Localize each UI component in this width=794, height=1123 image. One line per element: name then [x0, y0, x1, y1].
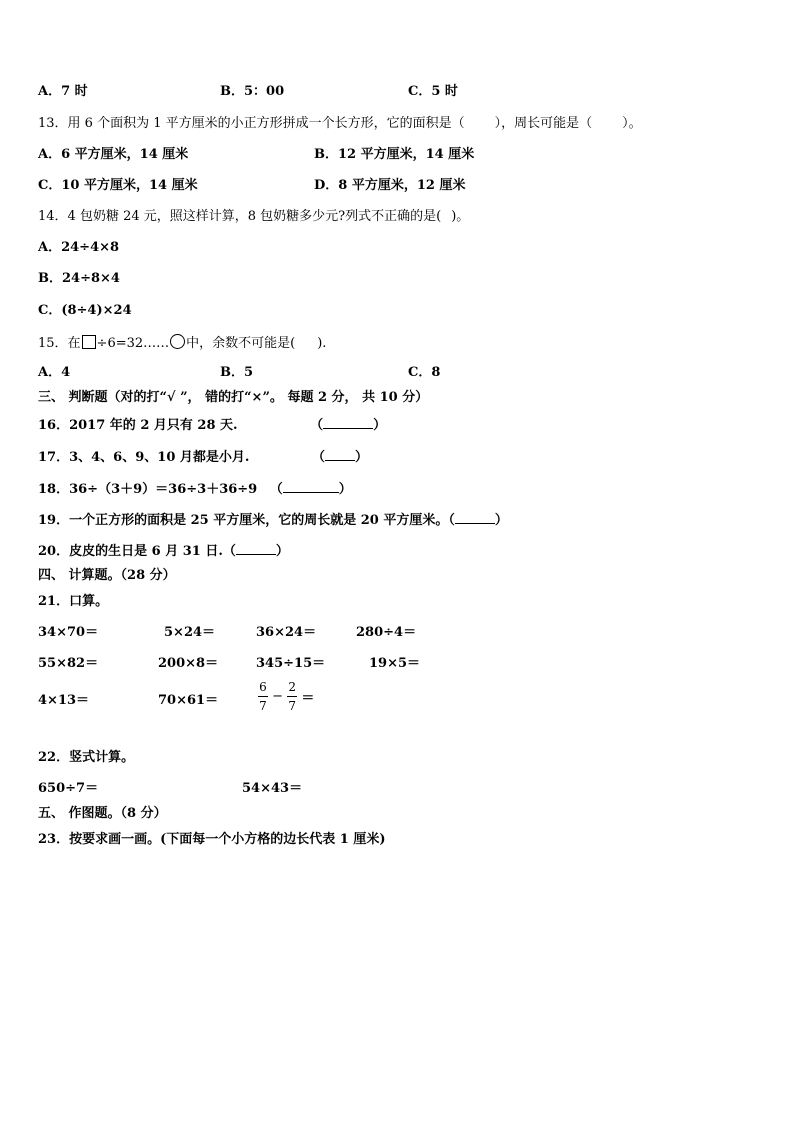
section-3-title: 三、 判断题（对的打“√ ”， 错的打“×”。 每题 2 分， 共 10 分） — [38, 390, 429, 405]
q13-text-suffix: ）。 — [622, 116, 642, 131]
judge-text: 16．2017 年的 2 月只有 28 天. — [38, 418, 238, 433]
q13-text-prefix: 13．用 6 个面积为 1 平方厘米的小正方形拼成一个长方形，它的面积是（ — [38, 116, 465, 131]
q14-text-prefix: 14．4 包奶糖 24 元，照这样计算，8 包奶糖多少元?列式不正确的是( — [38, 209, 442, 224]
calc-item: 200×8＝ — [158, 656, 219, 671]
q12-option-b: B．5：00 — [220, 84, 285, 99]
answer-blank[interactable] — [283, 480, 339, 493]
q15-option-c: C．8 — [408, 365, 441, 380]
judge-16: 16．2017 年的 2 月只有 28 天. （ ） — [38, 418, 387, 433]
calc-item: 36×24＝ — [256, 625, 317, 640]
judge-20: 20．皮皮的生日是 6 月 31 日.（ ） — [38, 544, 289, 559]
fraction-two-sevenths: $\frac{2}{7}$ — [288, 680, 296, 713]
answer-blank[interactable] — [323, 416, 373, 429]
calc-item: 4×13＝ — [38, 693, 90, 708]
circle-icon — [170, 334, 185, 349]
q13-option-a: A．6 平方厘米，14 厘米 — [38, 147, 189, 162]
fraction-expression: $\frac{6}{7}$ − $\frac{2}{7}$ ＝ — [259, 680, 315, 713]
q13-option-b: B．12 平方厘米，14 厘米 — [314, 147, 475, 162]
calc-item: 650÷7＝ — [38, 781, 99, 796]
q12-option-a: A．7 时 — [38, 84, 88, 99]
q12-option-c: C．5 时 — [408, 84, 458, 99]
calc-item: 34×70＝ — [38, 625, 99, 640]
q14-option-a: A．24÷4×8 — [38, 240, 120, 255]
answer-blank[interactable] — [325, 448, 355, 461]
q15-option-a: A．4 — [38, 365, 71, 380]
calc-item: 19×5＝ — [369, 656, 421, 671]
q14-text-suffix: )。 — [451, 209, 470, 224]
q15-option-b: B．5 — [220, 365, 254, 380]
section-5-title: 五、 作图题。（8 分） — [38, 806, 167, 821]
q14-question — [38, 209, 469, 225]
q15-text-prefix: 15．在 — [38, 336, 81, 351]
answer-blank[interactable] — [236, 542, 276, 555]
calc-item: 54×43＝ — [242, 781, 303, 796]
judge-19: 19．一个正方形的面积是 25 平方厘米，它的周长就是 20 平方厘米。（ ） — [38, 513, 508, 528]
q21-title: 21．口算。 — [38, 594, 109, 609]
judge-17: 17．3、4、6、9、10 月都是小月. （ ） — [38, 450, 368, 465]
fraction-six-sevenths: $\frac{6}{7}$ — [259, 680, 267, 713]
section-4-title: 四、 计算题。（28 分） — [38, 568, 176, 583]
q13-question — [38, 116, 642, 132]
judge-text: 20．皮皮的生日是 6 月 31 日. — [38, 544, 223, 559]
q14-option-c: C．(8÷4)×24 — [38, 303, 132, 318]
calc-item: 5×24＝ — [164, 625, 216, 640]
q14-option-b: B．24÷8×4 — [38, 271, 120, 286]
calc-item: 345÷15＝ — [256, 656, 326, 671]
square-box-icon — [82, 335, 96, 349]
q15-text-middle: ÷6=32…… — [96, 336, 170, 351]
q13-text-middle: ），周长可能是（ — [494, 116, 593, 131]
judge-text: 18．36÷（3＋9）＝36÷3＋36÷9 — [38, 482, 258, 497]
judge-text: 17．3、4、6、9、10 月都是小月. — [38, 450, 250, 465]
calc-item: 55×82＝ — [38, 656, 99, 671]
calc-item: 70×61＝ — [158, 693, 219, 708]
judge-text: 19．一个正方形的面积是 25 平方厘米，它的周长就是 20 平方厘米。 — [38, 513, 449, 528]
judge-18: 18．36÷（3＋9）＝36÷3＋36÷9 （ ） — [38, 482, 352, 497]
q15-text-end: ). — [317, 336, 327, 351]
q23-title: 23．按要求画一画。(下面每一个小方格的边长代表 1 厘米) — [38, 832, 386, 847]
calc-item: 280÷4＝ — [356, 625, 417, 640]
q13-option-d: D．8 平方厘米，12 厘米 — [314, 178, 466, 193]
q13-option-c: C．10 平方厘米，14 厘米 — [38, 178, 198, 193]
q22-title: 22．竖式计算。 — [38, 750, 135, 765]
q15-question — [38, 334, 326, 352]
q15-text-suffix: 中，余数不可能是( — [186, 336, 296, 351]
answer-blank[interactable] — [455, 511, 495, 524]
